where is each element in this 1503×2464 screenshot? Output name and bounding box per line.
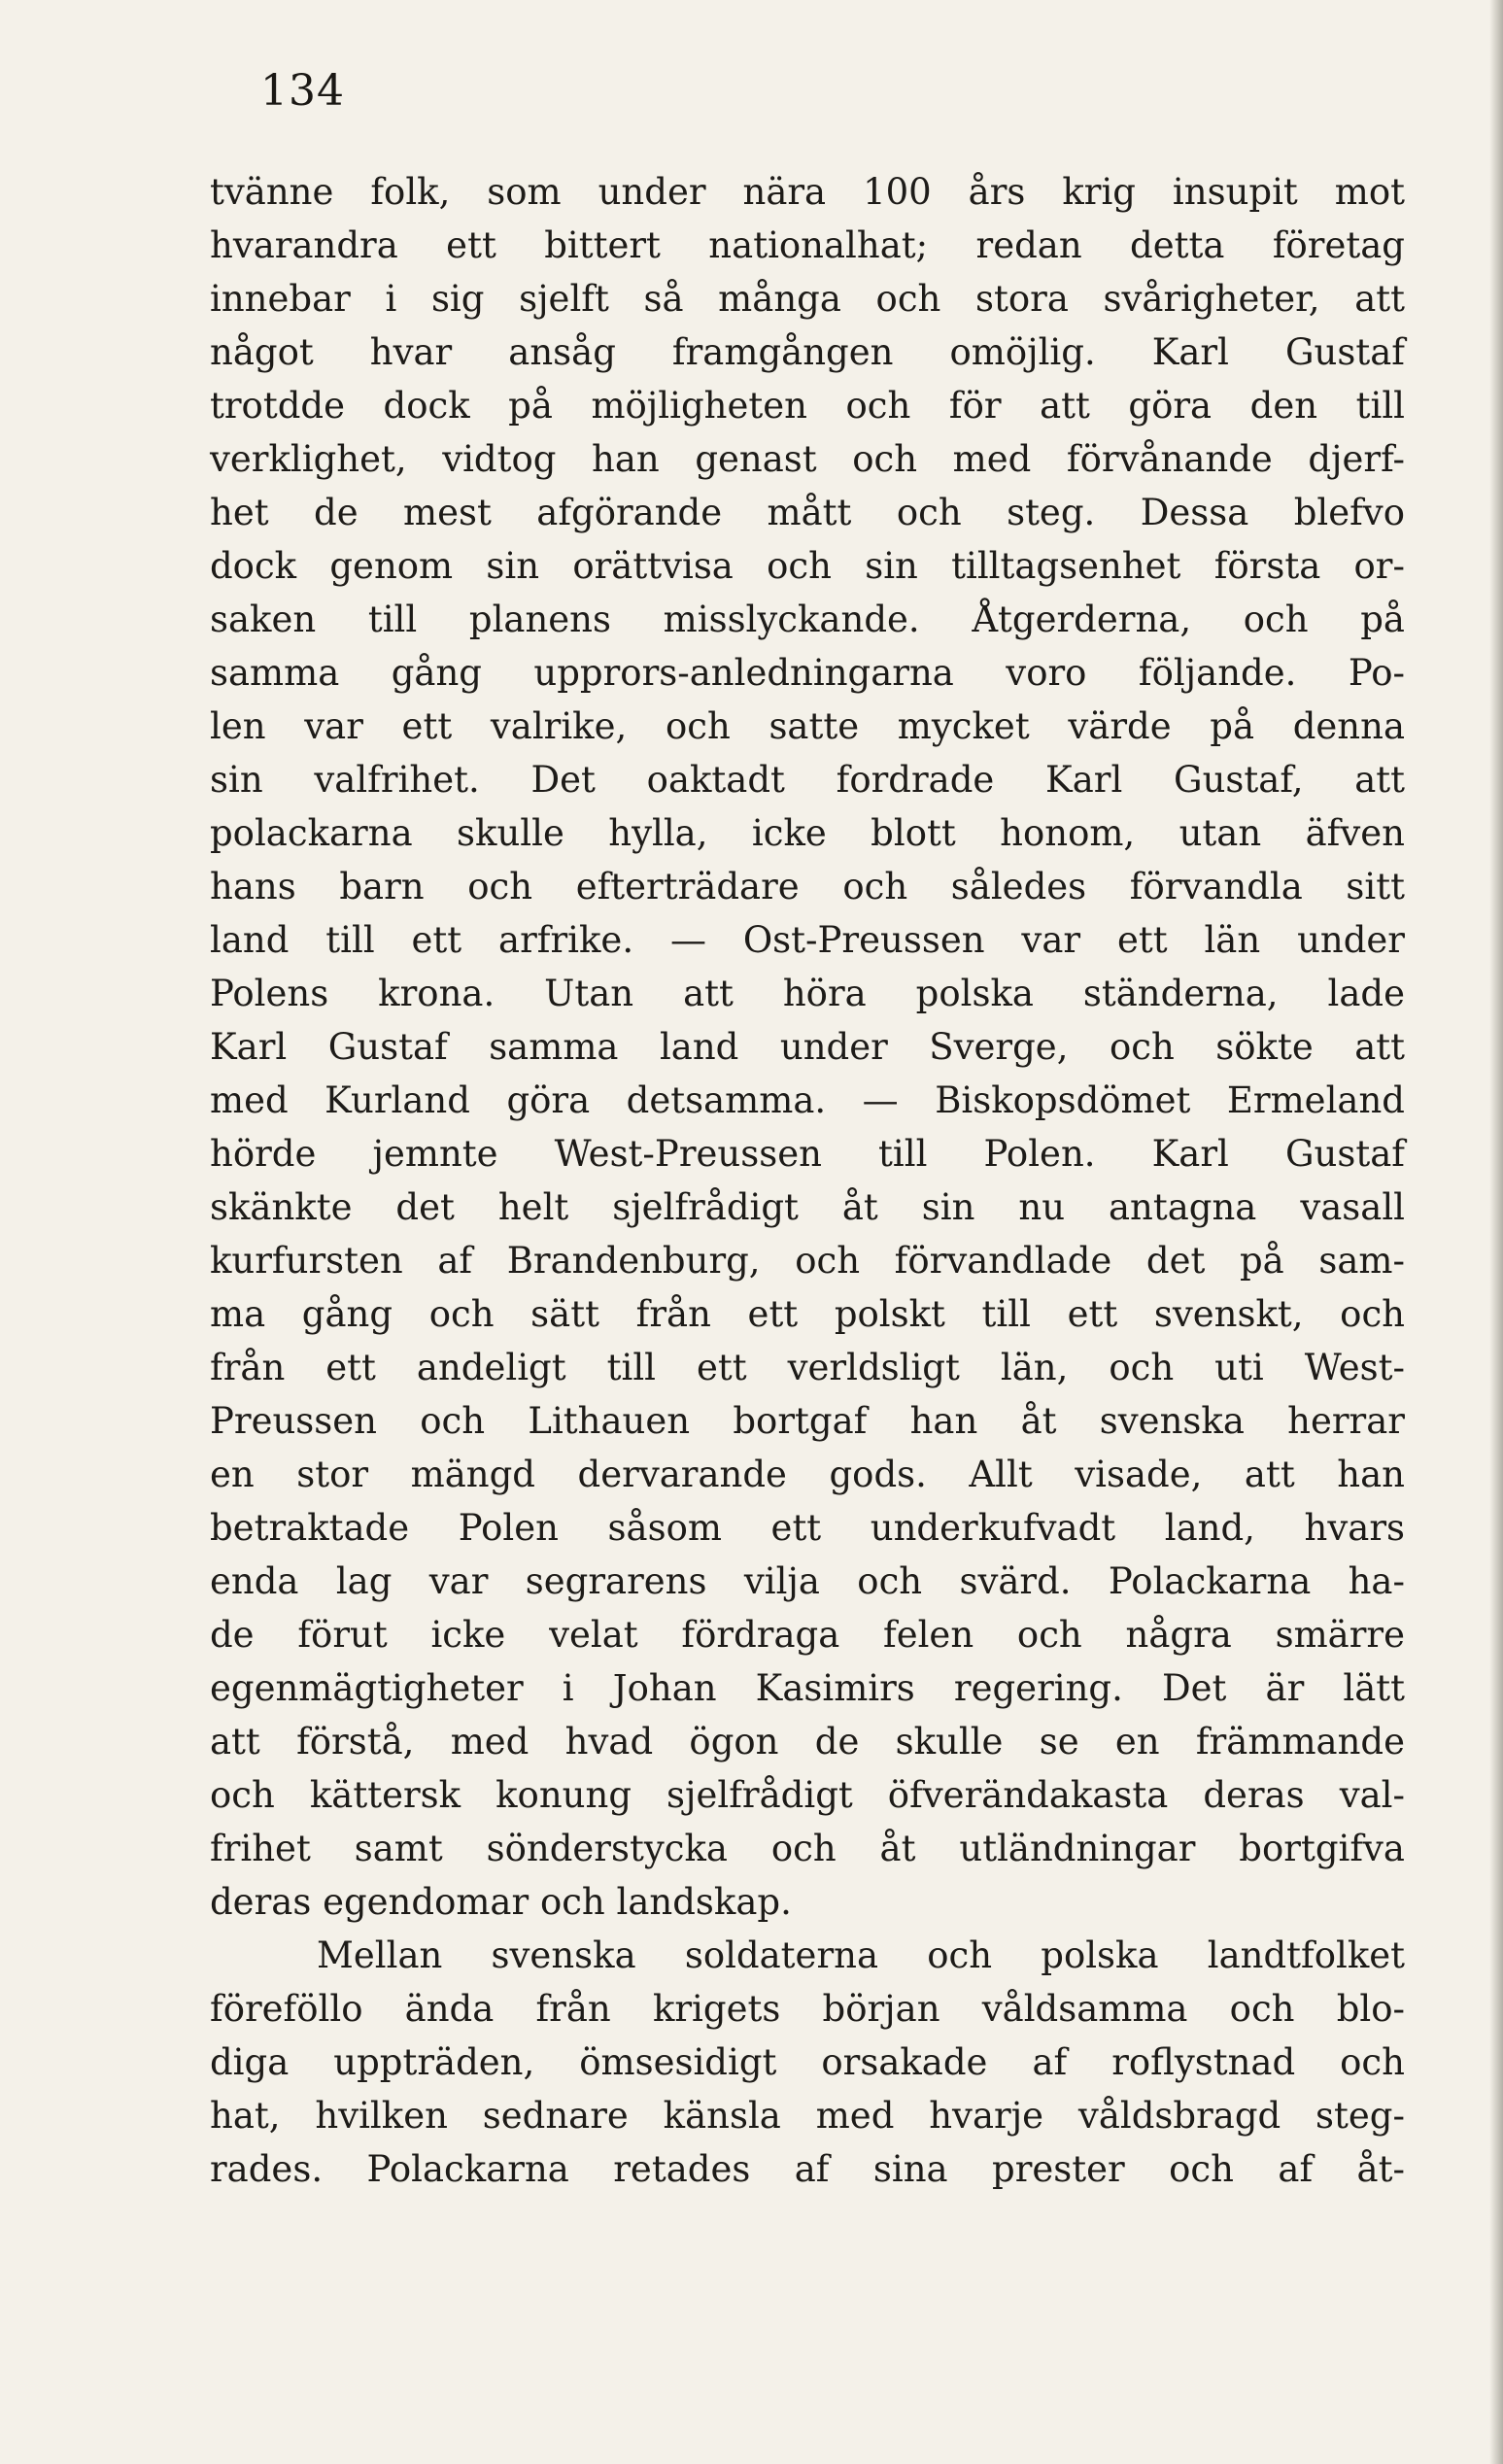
text-line: rades. Polackarna retades af sina prester och af åt- [210, 2148, 1405, 2190]
text-line: trotdde dock på möjligheten och för att göra den till [210, 385, 1405, 427]
text-line: Polens krona. Utan att höra polska ständerna, lade [210, 973, 1405, 1014]
text-line: hörde jemnte West-Preussen till Polen. Karl Gustaf [210, 1133, 1405, 1175]
text-line: något hvar ansåg framgången omöjlig. Karl Gustaf [210, 331, 1405, 373]
text-line: Mellan svenska soldaterna och polska landtfolket [317, 1934, 1405, 1976]
text-line: Karl Gustaf samma land under Sverge, och sökte att [210, 1026, 1405, 1068]
text-line: deras egendomar och landskap. [210, 1881, 792, 1923]
text-line: sin valfrihet. Det oaktadt fordrade Karl Gustaf, att [210, 759, 1405, 801]
text-line: hans barn och efterträdare och således förvandla sitt [210, 866, 1405, 907]
text-line: innebar i sig sjelft så många och stora svårigheter, att [210, 278, 1405, 320]
text-line: från ett andeligt till ett verldsligt län, och uti West- [210, 1347, 1405, 1388]
text-line: polackarna skulle hylla, icke blott honom, utan äfven [210, 812, 1405, 854]
text-line: enda lag var segrarens vilja och svärd. Polackarna ha- [210, 1560, 1405, 1602]
text-line: samma gång upprors-anledningarna voro följande. Po- [210, 652, 1405, 694]
page-edge-shadow [1489, 0, 1503, 2464]
text-line: saken till planens misslyckande. Åtgerderna, och på [210, 599, 1405, 640]
text-line: Preussen och Lithauen bortgaf han åt svenska herrar [210, 1400, 1405, 1442]
text-line: dock genom sin orättvisa och sin tilltagsenhet första or- [210, 545, 1405, 587]
text-line: en stor mängd dervarande gods. Allt visade, att han [210, 1454, 1405, 1495]
text-line: ma gång och sätt från ett polskt till ett svenskt, och [210, 1293, 1405, 1335]
text-line: frihet samt sönderstycka och åt utländningar bortgifva [210, 1828, 1405, 1869]
text-line: len var ett valrike, och satte mycket värde på denna [210, 705, 1405, 747]
text-line: och kättersk konung sjelfrådigt öfverändakasta deras val- [210, 1774, 1405, 1816]
text-line: skänkte det helt sjelfrådigt åt sin nu antagna vasall [210, 1186, 1405, 1228]
text-line: verklighet, vidtog han genast och med förvånande djerf- [210, 438, 1405, 480]
text-line: diga uppträden, ömsesidigt orsakade af roflystnad och [210, 2041, 1405, 2083]
text-line: de förut icke velat fördraga felen och några smärre [210, 1614, 1405, 1656]
page-number: 134 [260, 66, 345, 116]
text-line: betraktade Polen såsom ett underkufvadt land, hvars [210, 1507, 1405, 1549]
text-line: hat, hvilken sednare känsla med hvarje våldsbragd steg- [210, 2095, 1405, 2137]
text-line: att förstå, med hvad ögon de skulle se en främmande [210, 1721, 1405, 1762]
body-text [210, 165, 1405, 2196]
text-line: land till ett arfrike. — Ost-Preussen var ett län under [210, 919, 1405, 961]
text-line: tvänne folk, som under nära 100 års krig insupit mot [210, 171, 1405, 213]
text-line: het de mest afgörande mått och steg. Dessa blefvo [210, 492, 1405, 533]
text-line: hvarandra ett bittert nationalhat; redan detta företag [210, 224, 1405, 266]
text-line: egenmägtigheter i Johan Kasimirs regering. Det är lätt [210, 1667, 1405, 1709]
text-line: kurfursten af Brandenburg, och förvandlade det på sam- [210, 1240, 1405, 1282]
text-line: föreföllo ända från krigets början våldsamma och blo- [210, 1988, 1405, 2030]
text-line: med Kurland göra detsamma. — Biskopsdömet Ermeland [210, 1079, 1405, 1121]
